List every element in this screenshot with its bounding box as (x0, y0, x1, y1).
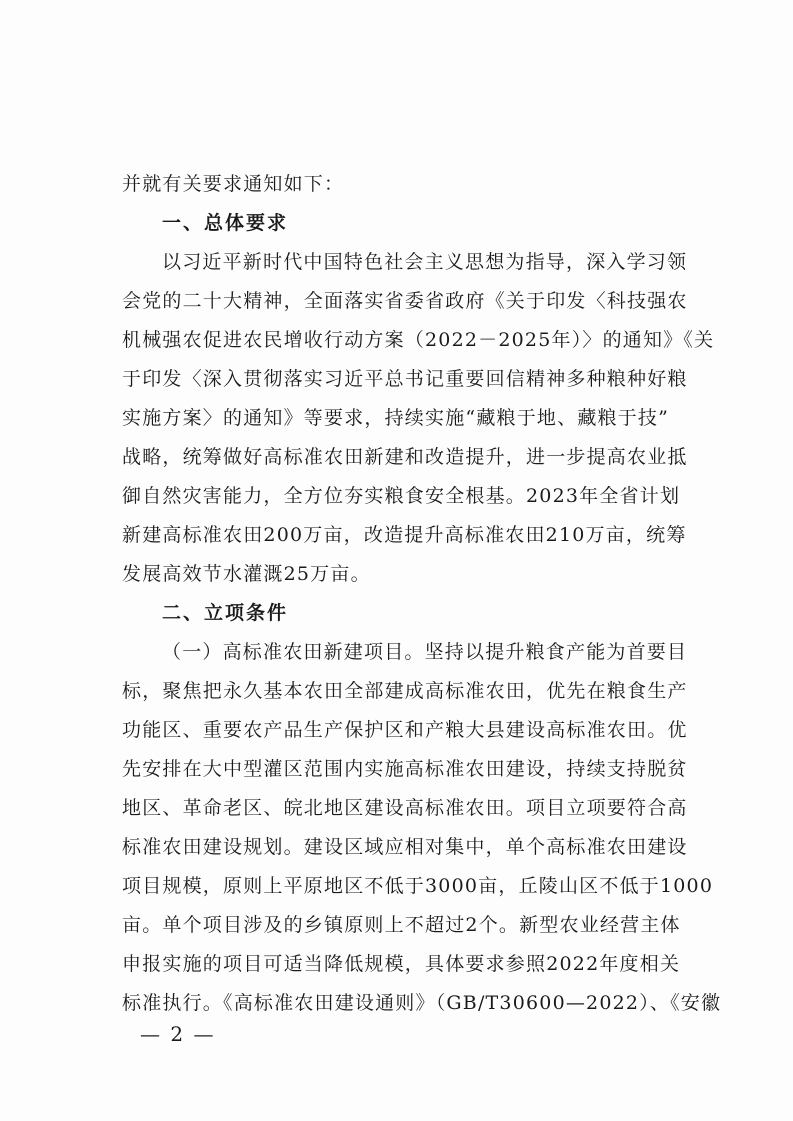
paragraph-line: 御自然灾害能力，全方位夯实粮食安全根基。2023年全省计划 (122, 485, 681, 507)
paragraph-line: 亩。单个项目涉及的乡镇原则上不超过2个。新型农业经营主体 (122, 914, 681, 936)
paragraph-line: 新建高标准农田200万亩，改造提升高标准农田210万亩，统筹 (122, 524, 687, 546)
paragraph-line: 发展高效节水灌溉25万亩。 (122, 563, 371, 585)
paragraph-line: （一）高标准农田新建项目。坚持以提升粮食产能为首要目 (162, 641, 688, 663)
paragraph-line: 并就有关要求通知如下： (122, 173, 345, 195)
paragraph-line: 地区、革命老区、皖北地区建设高标准农田。项目立项要符合高 (122, 797, 688, 819)
paragraph-line: 会党的二十大精神，全面落实省委省政府《关于印发〈科技强农 (122, 290, 688, 312)
paragraph-line: 战略，统筹做好高标准农田新建和改造提升，进一步提高农业抵 (122, 446, 688, 468)
section-heading-project-conditions: 二、立项条件 (162, 602, 289, 624)
paragraph-line: 以习近平新时代中国特色社会主义思想为指导，深入学习领 (162, 251, 688, 273)
paragraph-line: 标，聚焦把永久基本农田全部建成高标准农田，优先在粮食生产 (122, 680, 688, 702)
section-heading-general-requirements: 一、总体要求 (162, 212, 289, 234)
paragraph-line: 功能区、重要农产品生产保护区和产粮大县建设高标准农田。优 (122, 719, 688, 741)
paragraph-line: 实施方案〉的通知》等要求，持续实施“藏粮于地、藏粮于技” (122, 407, 670, 429)
paragraph-line: 标准农田建设规划。建设区域应相对集中，单个高标准农田建设 (122, 836, 688, 858)
paragraph-line: 机械强农促进农民增收行动方案（2022－2025年）〉的通知》《关 (122, 329, 715, 351)
paragraph-line: 标准执行。《高标准农田建设通则》（GB/T30600—2022）、《安徽 (122, 992, 722, 1014)
page-number: — 2 — (140, 1022, 216, 1046)
paragraph-line: 申报实施的项目可适当降低规模，具体要求参照2022年度相关 (122, 953, 681, 975)
paragraph-line: 先安排在大中型灌区范围内实施高标准农田建设，持续支持脱贫 (122, 758, 688, 780)
paragraph-line: 项目规模，原则上平原地区不低于3000亩，丘陵山区不低于1000 (122, 875, 714, 897)
paragraph-line: 于印发〈深入贯彻落实习近平总书记重要回信精神多种粮种好粮 (122, 368, 688, 390)
